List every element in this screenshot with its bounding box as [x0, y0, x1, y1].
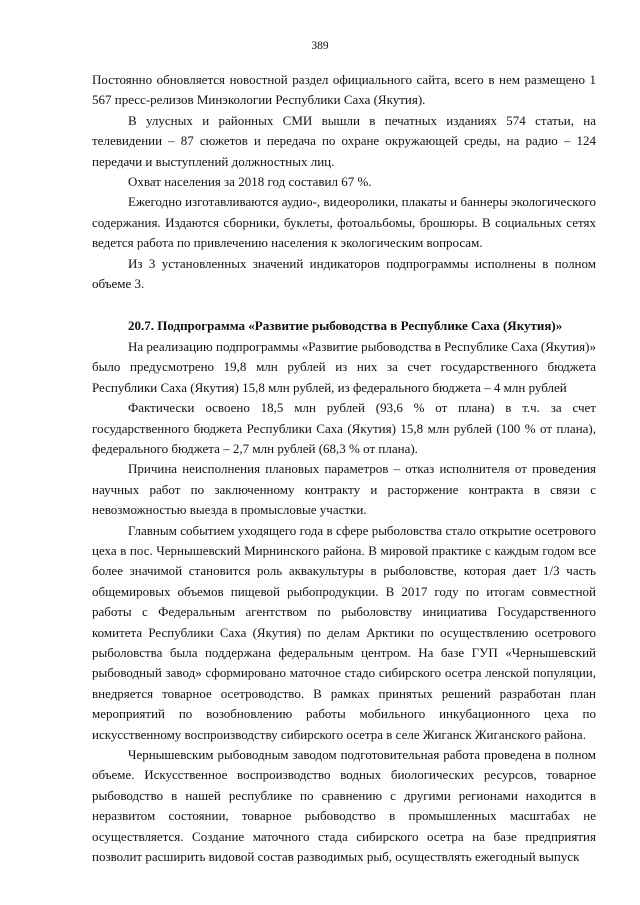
paragraph-media-coverage: В улусных и районных СМИ вышли в печатных изданиях 574 статьи, на телевидении – 87 сюжетов и передача по охране окружающей среды, на радио – 124 передачи и выступлений должностных лиц.: [92, 112, 596, 169]
paragraph-indicators: Из 3 установленных значений индикаторов подпрограммы исполнены в полном объеме 3.: [92, 255, 596, 292]
paragraph-hatchery-work: Чернышевским рыбоводным заводом подготовительная работа проведена в полном объеме. Искусственное воспроизводство водных биологических ресурсов, товарное рыбоводство в нашей республике по сравнению с другими регионами находится в неразвитом состоянии, товарное рыбоводство в промышленных масштабах не осуществляется. Создание маточного стада сибирского осетра на базе предприятия позволит расширить видовой состав разводимых рыб, осуществлять ежегодный выпуск: [92, 747, 596, 865]
paragraph-eco-materials: Ежегодно изготавливаются аудио-, видеоролики, плакаты и баннеры экологического содержания. Издаются сборники, буклеты, фотоальбомы, брошюры. В социальных сетях ведется работа по привлечению населения к экологическим вопросам.: [92, 194, 596, 251]
paragraph-funding-planned: На реализацию подпрограммы «Развитие рыбоводства в Республике Саха (Якутия)» было предусмотрено 19,8 млн рублей из них за счет государственного бюджета Республики Саха (Якутия) 15,8 млн рублей, из федерального бюджета – 4 млн рублей: [92, 338, 596, 395]
page-number: 389: [311, 40, 329, 52]
paragraph-funding-actual: Фактически освоено 18,5 млн рублей (93,6 % от плана) в т.ч. за счет государственного бюджета Республики Саха (Якутия) 15,8 млн рублей (100 % от плана), федерального бюджета – 2,7 млн рублей (68,3 % от плана).: [92, 400, 596, 456]
section-heading: 20.7. Подпрограмма «Развитие рыбоводства в Республике Саха (Якутия)»: [128, 318, 563, 334]
page-body: [92, 70, 596, 867]
paragraph-sturgeon-workshop: Главным событием уходящего года в сфере рыболовства стало открытие осетрового цеха в пос. Чернышевский Мирнинского района. В мировой практике с каждым годом все более значимой становится роль аквакультуры в рыболовстве, которая дает 1/3 часть общемировых объемов пищевой рыбопродукции. В 2017 году по итогам совместной работы с Федеральным агентством по рыболовству инициатива Государственного комитета Республики Саха (Якутия) по делам Арктики по осуществлению осетрового рыболовства была поддержана федеральным центром. На базе ГУП «Чернышевский рыбоводный завод» сформировано маточное стадо сибирского осетра ленской популяции, внедряется товарное осетроводство. В рамках принятых решений разработан план мероприятий по возобновлению работы мобильного инкубационного цеха по искусственному воспроизводству сибирского осетра в селе Жиганск Жиганского района.: [92, 522, 596, 742]
paragraph-shortfall-reason: Причина неисполнения плановых параметров – отказ исполнителя от проведения научных работ по заключенному контракту и расторжение контракта в связи с невозможностью выезда в промысловые участки.: [92, 461, 596, 518]
paragraph-press-releases: Постоянно обновляется новостной раздел официального сайта, всего в нем размещено 1 567 пресс-релизов Минэкологии Республики Саха (Якутия).: [92, 72, 596, 108]
paragraph-population-reach: Охват населения за 2018 год составил 67 %.: [128, 174, 372, 190]
